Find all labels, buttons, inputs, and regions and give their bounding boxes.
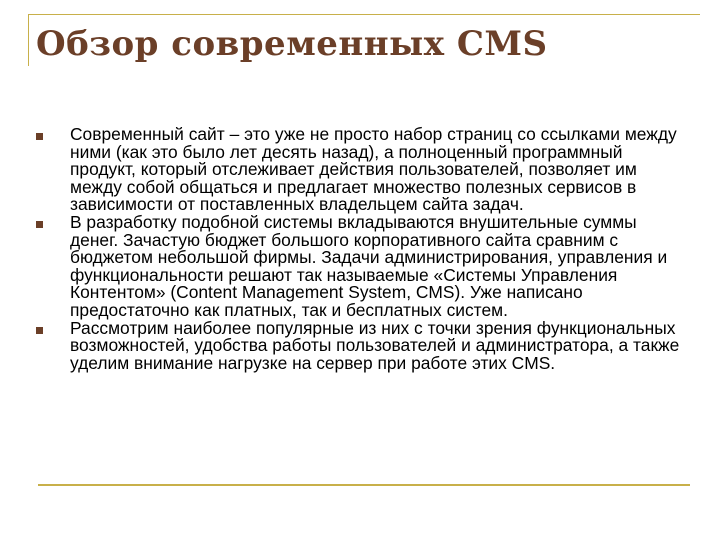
bullet-list (36, 126, 686, 372)
bullet-text: В разработку подобной системы вкладываются внушительные суммы денег. Зачастую бюджет большого корпоративного сайта сравним с бюджетом небольшой фирмы. Задачи администрирования, управления и функциональности решают так называемые «Системы Управления Контентом» (Content Management System, CMS). Уже написано предостаточно как платных, так и бесплатных систем. (70, 211, 668, 320)
bullet-item (36, 211, 686, 320)
bullet-text: Современный сайт – это уже не просто набор страниц со ссылками между ними (как это было лет десять назад), а полноценный программный продукт, который отслеживает действия пользователей, позволяет им между собой общаться и предлагает множество полезных сервисов в зависимости от поставленных владельцем сайта задач. (70, 124, 677, 215)
bullet-text: Рассмотрим наиболее популярные из них с точки зрения функциональных возможностей, удобства работы пользователей и администратора, а также уделим внимание нагрузке на сервер при работе этих CMS. (70, 317, 680, 373)
square-bullet-icon (36, 221, 43, 228)
title-frame-left-line (28, 14, 29, 66)
square-bullet-icon (36, 327, 43, 334)
title-frame-top-line (28, 14, 700, 15)
slide-title: Обзор современных CMS (36, 24, 548, 64)
bottom-divider-line (38, 484, 690, 486)
bullet-item (36, 317, 686, 373)
bullet-item (36, 126, 686, 214)
square-bullet-icon (36, 133, 43, 140)
